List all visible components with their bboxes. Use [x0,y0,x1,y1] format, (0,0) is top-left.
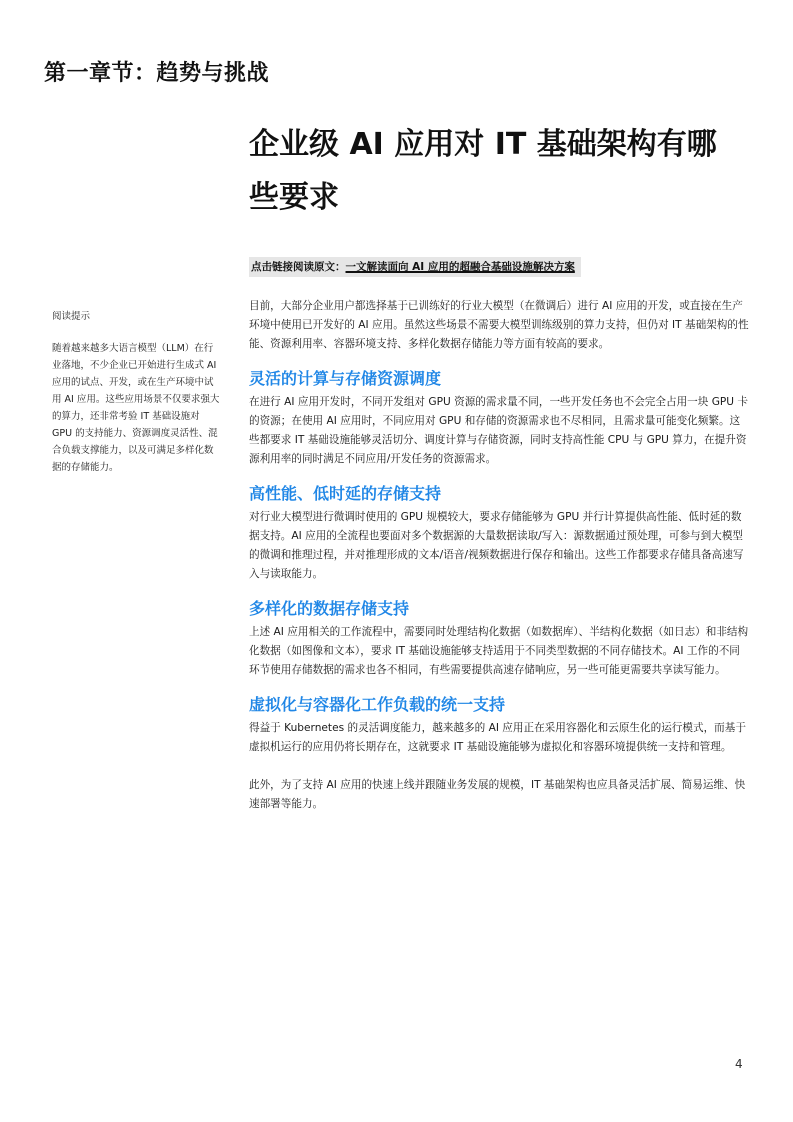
article-title-line-1: 企业级 AI 应用对 IT 基础架构有哪 [249,127,717,162]
article-title [249,118,749,224]
page-number: 4 [735,1057,743,1071]
link-prefix: 点击链接阅读原文： [251,261,346,273]
source-article-link[interactable]: 一文解读面向 AI 应用的超融合基础设施解决方案 [345,261,575,273]
section-body-unified-workloads: 得益于 Kubernetes 的灵活调度能力，越来越多的 AI 应用正在采用容器化和云原生化的运行模式，而基于虚拟机运行的应用仍将长期存在，这就要求 IT 基础设施能够为虚拟化和容器环境提供统一支持和管理。 [249,722,746,753]
reading-tip-body: 随着越来越多大语言模型（LLM）在行业落地，不少企业已开始进行生成式 AI 应用的试点、开发，或在生产环境中试用 AI 应用。这些应用场景不仅要求强大的算力，还非常考验 IT 基础设施对 GPU 的支持能力、资源调度灵活性、混合负载支撑能力，以及可满足多样化数据的存储能力。 [52,343,220,473]
section-heading-unified-workloads: 虚拟化与容器化工作负载的统一支持 [249,695,506,714]
source-link-bar [249,257,581,277]
reading-tip-sidebar [52,308,222,476]
section-heading-scheduling: 灵活的计算与存储资源调度 [249,369,442,388]
article-title-line-2: 些要求 [249,180,339,215]
closing-paragraph: 此外，为了支持 AI 应用的快速上线并跟随业务发展的规模，IT 基础架构也应具备灵活扩展、简易运维、快速部署等能力。 [249,779,746,810]
article-body [249,297,749,814]
chapter-title: 第一章节：趋势与挑战 [44,61,270,86]
section-heading-storage-performance: 高性能、低时延的存储支持 [249,484,442,503]
section-body-storage-performance: 对行业大模型进行微调时使用的 GPU 规模较大，要求存储能够为 GPU 并行计算提供高性能、低时延的数据支持。AI 应用的全流程也要面对多个数据源的大量数据读取/写入：源数据通过预处理，可参与到大模型的微调和推理过程，并对推理形成的文本/语音/视频数据进行保存和输出。这些工作都要求存储具备高速写入与读取能力。 [249,511,744,580]
section-heading-diverse-storage: 多样化的数据存储支持 [249,599,410,618]
intro-paragraph: 目前，大部分企业用户都选择基于已训练好的行业大模型（在微调后）进行 AI 应用的开发，或直接在生产环境中使用已开发好的 AI 应用。虽然这些场景不需要大模型训练级别的算力支持，但仍对 IT 基础架构的性能、资源利用率、容器环境支持、多样化数据存储能力等方面有较高的要求。 [249,300,749,350]
reading-tip-title: 阅读提示 [52,311,91,322]
section-body-diverse-storage: 上述 AI 应用相关的工作流程中，需要同时处理结构化数据（如数据库）、半结构化数据（如日志）和非结构化数据（如图像和文本），要求 IT 基础设施能够支持适用于不同类型数据的不同存储技术。AI 工作的不同环节使用存储数据的需求也各不相同，有些需要提供高速存储响应，另一些可能更需要共享读写能力。 [249,626,749,676]
section-body-scheduling: 在进行 AI 应用开发时，不同开发组对 GPU 资源的需求量不同，一些开发任务也不会完全占用一块 GPU 卡的资源；在使用 AI 应用时，不同应用对 GPU 和存储的资源需求也不尽相同，且需求量可能变化频繁。这些都要求 IT 基础设施能够灵活切分、调度计算与存储资源，同时支持高性能 CPU 与 GPU 算力，在提升资源利用率的同时满足不同应用/开发任务的资源需求。 [249,396,749,465]
